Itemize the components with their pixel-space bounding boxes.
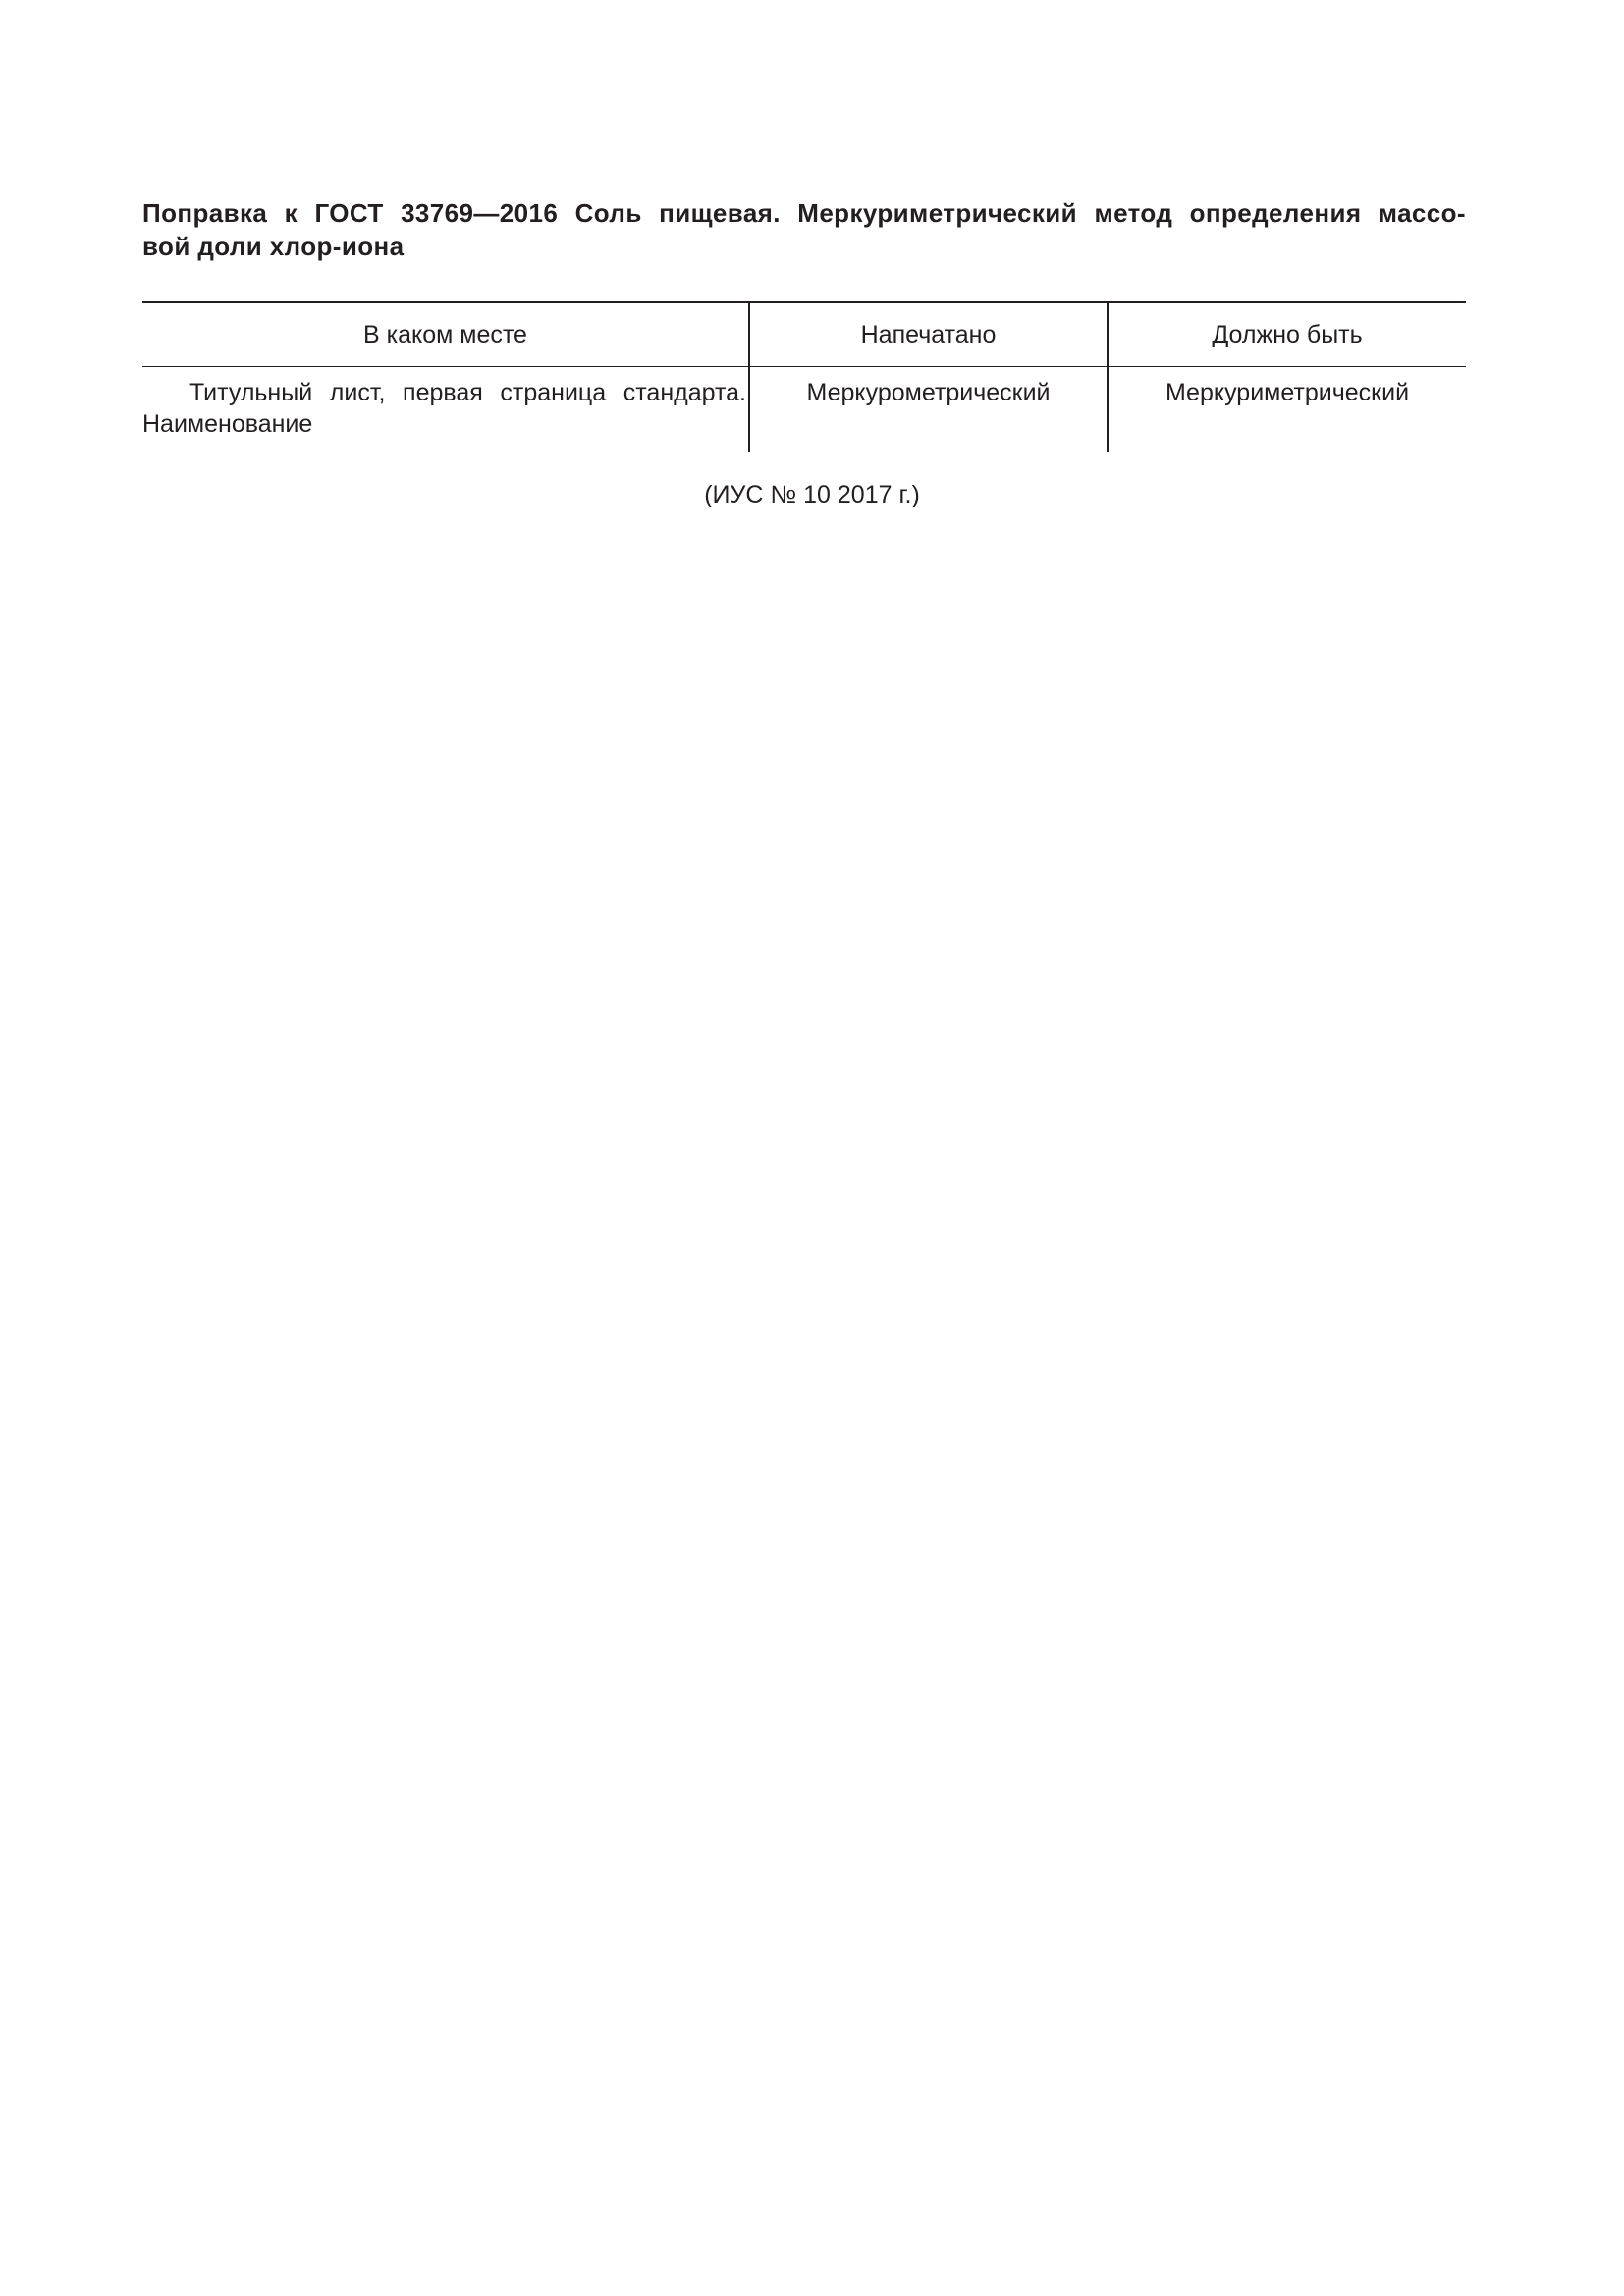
document-title-line-1: Поправка к ГОСТ 33769—2016 Соль пищевая. Меркуриметрический метод определения массо- <box>142 198 1466 228</box>
column-header-should-be: Должно быть <box>1108 302 1466 367</box>
table-row <box>142 367 1466 453</box>
cell-should-be: Меркуриметрический <box>1164 379 1410 406</box>
document-title-line-2: вой доли хлор-иона <box>142 232 405 261</box>
column-header-printed: Напечатано <box>749 302 1108 367</box>
document-title <box>142 196 1466 263</box>
corrections-table <box>142 301 1466 452</box>
cell-printed: Меркурометрический <box>749 367 1108 453</box>
source-note: (ИУС № 10 2017 г.) <box>704 481 920 508</box>
table-header-row <box>142 302 1466 367</box>
cell-place: Титульный лист, первая страница стандарта. Наименование <box>142 367 749 453</box>
column-header-place: В каком месте <box>142 302 749 367</box>
